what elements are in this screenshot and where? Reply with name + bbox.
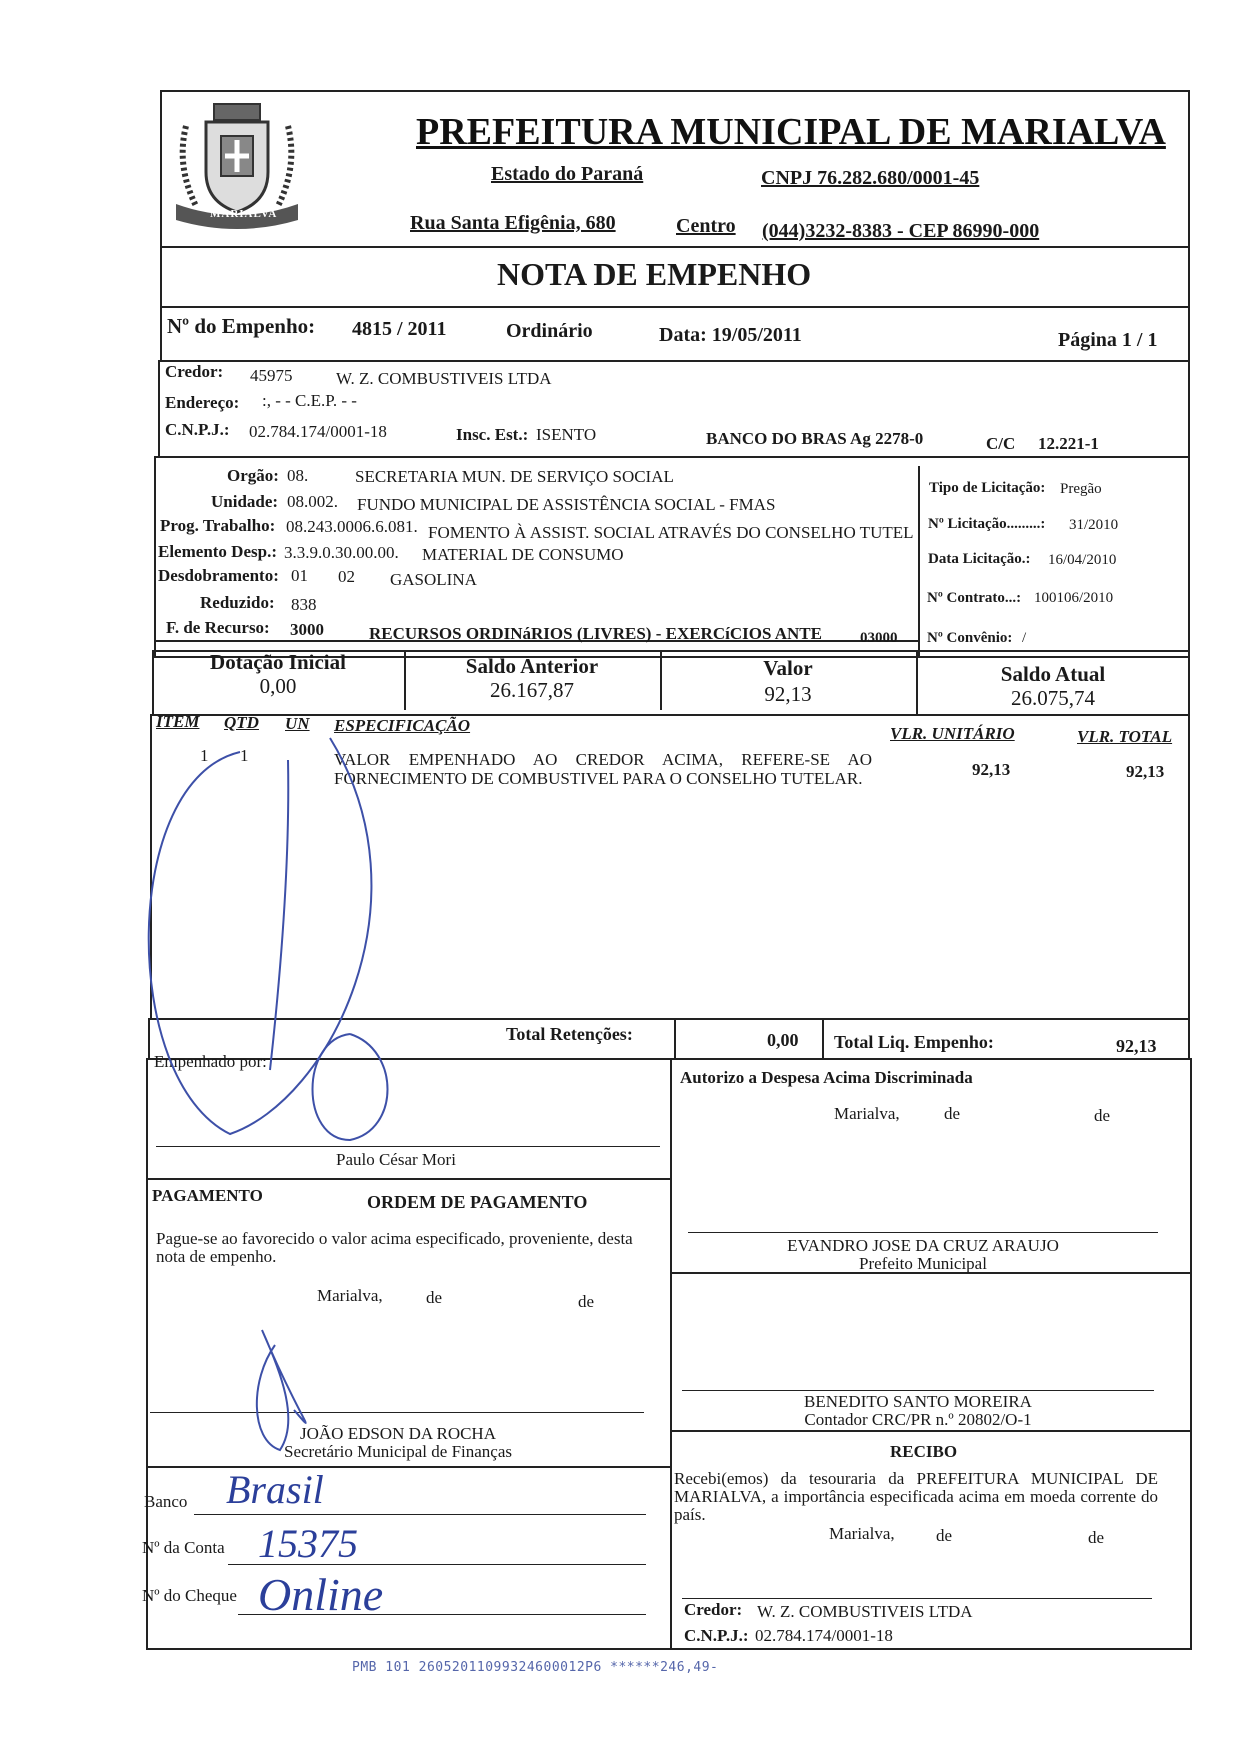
recibo-signature-line: [682, 1598, 1152, 1599]
recibo-cnpj: 02.784.174/0001-18: [755, 1626, 893, 1645]
elemento-code: 3.3.9.0.30.00.00.: [284, 543, 399, 562]
fonte-recurso-name: RECURSOS ORDINáRIOS (LIVRES) - EXERCíCIOS ANTE: [369, 624, 822, 643]
ordem-pagamento-label: ORDEM DE PAGAMENTO: [367, 1192, 588, 1212]
recibo-de-2: de: [1088, 1528, 1105, 1547]
recibo-city: Marialva,: [829, 1524, 895, 1543]
credor-cnpj: 02.784.174/0001-18: [249, 422, 387, 441]
orgao-label: Orgão:: [227, 466, 279, 485]
conta-label: Nº da Conta: [142, 1538, 225, 1557]
fonte-recurso-number: 03000: [860, 630, 898, 646]
col-vlr-unit-header: VLR. UNITÁRIO: [890, 724, 1015, 743]
pagamento-city: Marialva,: [317, 1286, 383, 1305]
conta-handwritten: 15375: [258, 1521, 358, 1566]
mayor-signature-line: [688, 1232, 1158, 1233]
orgao-code: 08.: [287, 466, 309, 485]
lower-center-divider: [670, 1058, 672, 1650]
mayor-name: EVANDRO JOSE DA CRUZ ARAUJO: [787, 1236, 1059, 1255]
col-item-header: ITEM: [156, 712, 200, 731]
empenho-number: 4815 / 2011: [352, 318, 447, 340]
valor-label: Valor: [763, 656, 813, 680]
empenhado-signature-line: [156, 1146, 660, 1147]
convenio-label: Nº Convênio:: [927, 630, 1013, 646]
municipal-crest-image: [166, 96, 308, 236]
data-licitacao: 16/04/2010: [1048, 552, 1117, 568]
recibo-label: RECIBO: [890, 1442, 958, 1461]
totals-box: [148, 1018, 1190, 1060]
contrato-label: Nº Contrato...:: [927, 590, 1022, 606]
empenho-number-label: Nº do Empenho:: [167, 314, 316, 338]
unidade-label: Unidade:: [211, 492, 279, 511]
tipo-licitacao-label: Tipo de Licitação:: [929, 480, 1046, 496]
desdobramento-code-2: 02: [338, 567, 355, 586]
cc-label: C/C: [986, 434, 1016, 453]
empenhado-name: Paulo César Mori: [336, 1150, 456, 1169]
prog-name: FOMENTO À ASSIST. SOCIAL ATRAVÉS DO CONSELHO TUTEL: [428, 523, 914, 542]
unidade-code: 08.002.: [287, 492, 338, 511]
credor-label: Credor:: [165, 362, 224, 381]
licitacao-number: 31/2010: [1069, 517, 1119, 533]
totals-divider-1: [674, 1018, 676, 1060]
address-street: Rua Santa Efigênia, 680: [410, 212, 616, 234]
pagamento-text: Pague-se ao favorecido o valor acima especificado, proveniente, desta nota de empenho.: [156, 1229, 633, 1266]
state-name: Estado do Paraná: [491, 163, 644, 185]
recibo-de-1: de: [936, 1526, 953, 1545]
mayor-role: Prefeito Municipal: [859, 1254, 987, 1273]
total-retencoes: 0,00: [767, 1030, 799, 1050]
recibo-text: Recebi(emos) da tesouraria da PREFEITURA MUNICIPAL DE MARIALVA, a importância especificada acima em moeda corrente do país.: [674, 1469, 1158, 1524]
item-qtd: 1: [240, 746, 249, 765]
left-divider-2: [146, 1466, 670, 1468]
bank-agency: BANCO DO BRAS Ag 2278-0: [706, 429, 924, 448]
item-unit-value: 92,13: [972, 760, 1011, 779]
autorizo-de-1: de: [944, 1104, 961, 1123]
desdobramento-label: Desdobramento:: [158, 566, 279, 585]
empenho-type: Ordinário: [506, 320, 593, 342]
credor-code: 45975: [250, 366, 293, 385]
insc-est: ISENTO: [536, 425, 597, 444]
reduzido-value: 838: [291, 595, 317, 614]
col-un-header: UN: [285, 714, 310, 733]
document-title: NOTA DE EMPENHO: [497, 256, 812, 292]
desdobramento-code-1: 01: [291, 566, 308, 585]
col-qtd-header: QTD: [224, 713, 259, 732]
footer-authentication-stamp: PMB 101 26052011099324600012P6 ******246,49-: [352, 1660, 719, 1675]
credor-cnpj-label: C.N.P.J.:: [165, 420, 230, 439]
total-liq-label: Total Liq. Empenho:: [834, 1032, 994, 1052]
reduzido-label: Reduzido:: [200, 593, 275, 612]
unidade-name: FUNDO MUNICIPAL DE ASSISTÊNCIA SOCIAL - FMAS: [357, 495, 776, 514]
pagamento-label: PAGAMENTO: [152, 1186, 263, 1205]
contrato-number: 100106/2010: [1034, 590, 1114, 606]
empenhado-por-label: Empenhado por:: [154, 1052, 267, 1071]
item-number: 1: [200, 746, 209, 765]
dotacao-value: 0,00: [259, 674, 297, 698]
secretary-signature-line: [150, 1412, 644, 1413]
orgao-name: SECRETARIA MUN. DE SERVIÇO SOCIAL: [355, 467, 674, 486]
address-district: Centro: [676, 215, 736, 237]
desdobramento-name: GASOLINA: [390, 570, 477, 589]
dotacao-label: Dotação Inicial: [210, 650, 346, 674]
credor-address: :, - - C.E.P. - -: [262, 391, 357, 410]
saldo-anterior-value: 26.167,87: [490, 678, 574, 702]
banco-label: Banco: [144, 1492, 188, 1511]
pagamento-de-2: de: [578, 1292, 595, 1311]
pagamento-de-1: de: [426, 1288, 443, 1307]
recibo-credor: W. Z. COMBUSTIVEIS LTDA: [757, 1602, 973, 1621]
fonte-recurso-label: F. de Recurso:: [166, 618, 270, 637]
page-indicator: Página 1 / 1: [1058, 329, 1158, 351]
accountant-name: BENEDITO SANTO MOREIRA: [804, 1392, 1032, 1411]
prog-code: 08.243.0006.6.081.: [286, 517, 418, 536]
col-espec-header: ESPECIFICAÇÃO: [334, 716, 471, 735]
cheque-handwritten: Online: [258, 1569, 384, 1620]
left-divider-1: [146, 1178, 670, 1180]
elemento-name: MATERIAL DE CONSUMO: [422, 545, 624, 564]
saldo-atual-value: 26.075,74: [1011, 686, 1095, 710]
phone-cep: (044)3232-8383 - CEP 86990-000: [762, 220, 1040, 242]
accountant-role: Contador CRC/PR n.º 20802/O-1: [804, 1410, 1032, 1429]
banco-handwritten: Brasil: [226, 1467, 324, 1512]
autorizo-city: Marialva,: [834, 1104, 900, 1123]
autorizo-label: Autorizo a Despesa Acima Discriminada: [680, 1068, 973, 1087]
valor-value: 92,13: [764, 682, 812, 706]
credor-name: W. Z. COMBUSTIVEIS LTDA: [336, 369, 552, 388]
secretary-role: Secretário Municipal de Finanças: [284, 1442, 513, 1461]
prog-label: Prog. Trabalho:: [160, 516, 276, 535]
accountant-signature-line: [682, 1390, 1154, 1391]
total-liq: 92,13: [1116, 1036, 1157, 1056]
totals-divider-2: [822, 1018, 824, 1060]
saldo-atual-label: Saldo Atual: [1000, 662, 1106, 686]
recibo-credor-label: Credor:: [684, 1600, 743, 1619]
saldo-anterior-label: Saldo Anterior: [465, 654, 599, 678]
fonte-recurso-code: 3000: [290, 620, 324, 639]
crest-banner-text: MARIALVA: [210, 208, 278, 220]
right-divider-2: [670, 1430, 1192, 1432]
banco-line: [194, 1514, 646, 1515]
secretary-name: JOÃO EDSON DA ROCHA: [300, 1424, 496, 1443]
cc-number: 12.221-1: [1038, 434, 1099, 453]
recibo-cnpj-label: C.N.P.J.:: [684, 1626, 749, 1645]
item-total-value: 92,13: [1126, 762, 1165, 781]
data-licitacao-label: Data Licitação.:: [928, 551, 1031, 567]
tipo-licitacao: Pregão: [1060, 481, 1102, 497]
elemento-label: Elemento Desp.:: [158, 542, 277, 561]
licitacao-number-label: Nº Licitação.........:: [928, 516, 1046, 532]
empenho-date: Data: 19/05/2011: [659, 324, 802, 346]
budget-divider: [918, 466, 920, 658]
autorizo-de-2: de: [1094, 1106, 1111, 1125]
convenio-value: /: [1022, 630, 1027, 646]
municipality-title: PREFEITURA MUNICIPAL DE MARIALVA: [416, 111, 1166, 153]
col-vlr-total-header: VLR. TOTAL: [1077, 727, 1173, 746]
municipality-cnpj: CNPJ 76.282.680/0001-45: [761, 167, 980, 189]
item-description: VALOR EMPENHADO AO CREDOR ACIMA, REFERE-SE AO FORNECIMENTO DE COMBUSTIVEL PARA O CONSELHO TUTELAR.: [334, 750, 872, 788]
cheque-label: Nº do Cheque: [142, 1586, 237, 1605]
insc-est-label: Insc. Est.:: [456, 425, 529, 444]
total-retencoes-label: Total Retenções:: [506, 1024, 633, 1044]
address-label: Endereço:: [165, 393, 240, 412]
